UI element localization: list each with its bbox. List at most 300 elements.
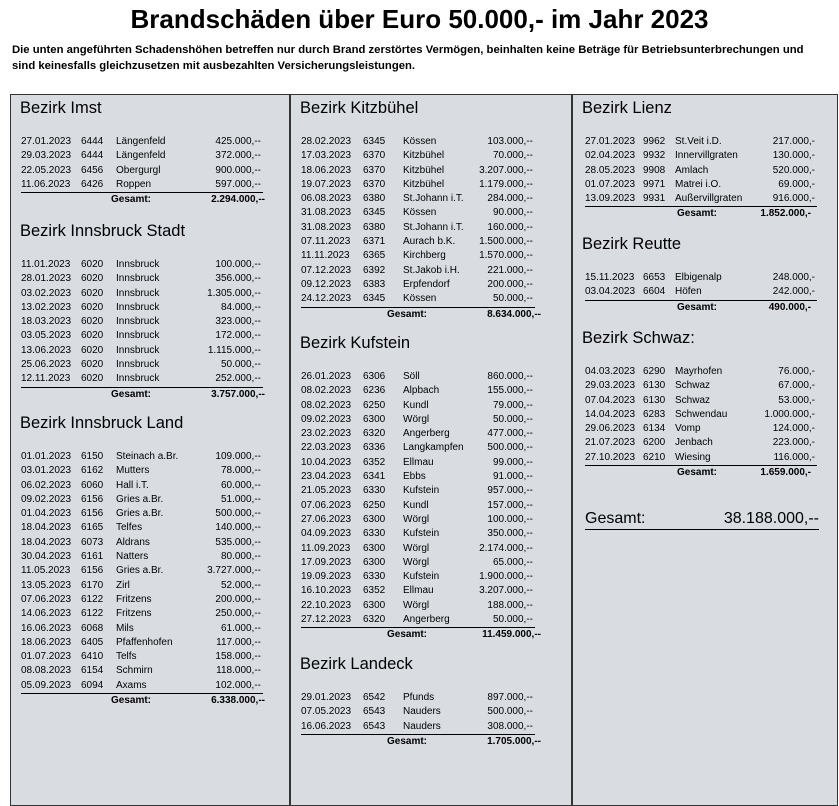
row-date: 07.12.2023: [301, 264, 352, 276]
table-row: [301, 149, 535, 163]
row-place: Matrei i.O.: [675, 178, 722, 190]
row-postcode: 6250: [363, 499, 386, 511]
row-place: Langkampfen: [403, 442, 464, 454]
table-row: [21, 149, 263, 163]
row-place: Amlach: [675, 164, 709, 176]
row-place: Innsbruck: [116, 287, 160, 299]
row-place: St.Johann i.T.: [403, 221, 464, 233]
table-row: [301, 513, 535, 527]
row-date: 29.01.2023: [301, 692, 352, 703]
row-amount: 60.000,--: [220, 479, 261, 491]
table-row: [21, 479, 263, 493]
district-block: [11, 412, 289, 708]
row-place: Roppen: [116, 178, 152, 190]
table-row: [585, 285, 817, 300]
row-place: Innsbruck: [116, 316, 160, 328]
table-row: [585, 422, 817, 436]
row-postcode: 6236: [363, 385, 386, 397]
row-amount: 102.000,--: [215, 679, 261, 691]
row-date: 17.09.2023: [301, 556, 352, 568]
row-place: Nauders: [403, 720, 441, 732]
table-row: [301, 278, 535, 292]
district-total: [11, 193, 289, 207]
row-postcode: 6336: [363, 442, 386, 454]
table-row: [301, 135, 535, 149]
row-place: Aldrans: [116, 536, 150, 548]
row-date: 23.02.2023: [301, 428, 352, 440]
row-postcode: 6134: [643, 423, 666, 435]
row-postcode: 6380: [363, 221, 386, 233]
total-label: Gesamt:: [387, 308, 428, 320]
row-amount: 140.000,--: [215, 522, 261, 534]
table-row: [301, 470, 535, 484]
row-place: Alpbach: [403, 385, 440, 397]
row-postcode: 6068: [81, 622, 104, 634]
row-amount: 535.000,--: [215, 536, 261, 548]
row-postcode: 6165: [81, 522, 104, 534]
row-date: 18.04.2023: [21, 536, 72, 548]
row-postcode: 6300: [363, 556, 386, 568]
row-date: 07.05.2023: [301, 706, 352, 718]
table-row: [21, 329, 263, 343]
table-row: [301, 164, 535, 178]
row-date: 24.12.2023: [301, 293, 352, 305]
row-amount: 500.000,--: [487, 706, 533, 718]
row-postcode: 6156: [81, 565, 104, 577]
row-amount: 155.000,--: [487, 385, 533, 397]
row-date: 08.02.2023: [301, 385, 352, 397]
row-date: 15.11.2023: [585, 272, 635, 283]
total-label: Gesamt:: [677, 467, 718, 479]
row-amount: 118.000,--: [216, 665, 261, 677]
table-row: [301, 192, 535, 206]
row-place: Schmirn: [116, 665, 153, 677]
row-place: Wiesing: [675, 451, 711, 463]
row-postcode: 6020: [81, 359, 104, 371]
row-amount: 65.000,--: [492, 556, 533, 568]
row-postcode: 6330: [363, 485, 386, 497]
row-amount: 1.500.000,--: [479, 236, 533, 248]
row-place: Fritzens: [116, 608, 152, 620]
row-date: 17.03.2023: [301, 150, 352, 162]
row-date: 13.06.2023: [21, 344, 72, 356]
row-postcode: 6405: [81, 636, 104, 648]
district-name: Bezirk Landeck: [300, 655, 413, 673]
row-place: Kundl: [403, 399, 429, 411]
table-row: [585, 365, 817, 379]
row-date: 22.10.2023: [301, 599, 352, 611]
row-date: 29.03.2023: [21, 150, 72, 162]
row-amount: 1.115.000,--: [207, 344, 261, 356]
row-place: Kufstein: [403, 528, 440, 540]
district-name: Bezirk Lienz: [582, 99, 672, 117]
grand-total-value: 38.188.000,--: [723, 510, 819, 527]
row-date: 06.02.2023: [21, 479, 72, 491]
district-total: [11, 694, 289, 708]
column-2: [290, 94, 572, 806]
row-postcode: 6250: [363, 399, 386, 411]
row-date: 11.06.2023: [21, 178, 71, 190]
row-date: 21.05.2023: [301, 485, 352, 497]
table-row: [21, 178, 263, 193]
row-amount: 1.000.000,-: [764, 408, 815, 420]
row-place: St.Veit i.D.: [675, 136, 722, 147]
row-place: Aurach b.K.: [403, 236, 456, 248]
row-date: 27.01.2023: [585, 136, 636, 147]
row-date: 03.05.2023: [21, 330, 72, 342]
row-date: 01.07.2023: [585, 178, 636, 190]
row-postcode: 6130: [643, 380, 666, 392]
row-postcode: 6352: [363, 456, 386, 468]
row-place: Hall i.T.: [116, 479, 149, 491]
table-row: [21, 135, 263, 149]
row-date: 07.11.2023: [301, 236, 351, 248]
row-date: 03.02.2023: [21, 287, 72, 299]
row-postcode: 6020: [81, 344, 104, 356]
row-postcode: 6345: [363, 136, 386, 147]
row-date: 22.03.2023: [301, 442, 352, 454]
row-place: St.Jakob i.H.: [403, 264, 460, 276]
row-date: 27.10.2023: [585, 451, 636, 463]
district-name: Bezirk Kitzbühel: [300, 99, 419, 117]
total-value: 490.000,-: [768, 301, 811, 313]
table-row: [301, 484, 535, 498]
row-postcode: 6161: [81, 551, 104, 563]
row-date: 01.04.2023: [21, 508, 72, 520]
row-place: Ellmau: [403, 456, 434, 468]
total-label: Gesamt:: [677, 301, 718, 313]
row-place: Kitzbühel: [403, 178, 445, 190]
table-row: [301, 441, 535, 455]
row-postcode: 6060: [81, 479, 104, 491]
total-value: 11.459.000,--: [482, 629, 541, 641]
row-amount: 52.000,--: [220, 579, 261, 591]
district-block: [11, 220, 289, 402]
row-date: 21.07.2023: [585, 437, 636, 449]
district-name: Bezirk Innsbruck Land: [20, 414, 184, 432]
row-place: Kitzbühel: [403, 164, 445, 176]
row-amount: 200.000,--: [487, 278, 533, 290]
district-block: [573, 97, 837, 221]
district-total: [11, 388, 289, 402]
row-date: 04.09.2023: [301, 528, 352, 540]
row-amount: 100.000,--: [487, 513, 533, 525]
row-date: 14.04.2023: [585, 408, 636, 420]
total-label: Gesamt:: [111, 388, 152, 400]
row-amount: 50.000,--: [492, 614, 533, 626]
table-row: [301, 370, 535, 384]
row-place: Innsbruck: [116, 359, 160, 371]
table-row: [585, 164, 817, 178]
row-postcode: 6020: [81, 259, 104, 270]
table-row: [21, 550, 263, 564]
row-date: 28.05.2023: [585, 164, 636, 176]
row-amount: 477.000,--: [487, 428, 533, 440]
row-amount: 69.000,-: [778, 178, 815, 190]
row-postcode: 6320: [363, 428, 386, 440]
table-row: [21, 315, 263, 329]
row-date: 18.03.2023: [21, 316, 72, 328]
row-amount: 500.000,--: [487, 442, 533, 454]
total-label: Gesamt:: [387, 735, 428, 747]
row-place: Kössen: [403, 136, 437, 147]
row-place: Innsbruck: [116, 259, 160, 270]
row-amount: 130.000,-: [772, 150, 815, 162]
row-place: Wörgl: [403, 513, 430, 525]
row-postcode: 6370: [363, 150, 386, 162]
row-postcode: 6330: [363, 528, 386, 540]
row-place: Innsbruck: [116, 344, 160, 356]
row-amount: 2.174.000,--: [479, 542, 533, 554]
table-row: [301, 613, 535, 628]
row-postcode: 6604: [643, 286, 666, 298]
table-row: [301, 456, 535, 470]
row-amount: 109.000,--: [215, 451, 261, 462]
row-amount: 1.179.000,--: [479, 178, 533, 190]
row-amount: 76.000,-: [778, 366, 815, 377]
district-block: [11, 97, 289, 207]
row-place: Söll: [403, 371, 420, 382]
row-amount: 200.000,--: [215, 593, 261, 605]
row-amount: 99.000,--: [492, 456, 533, 468]
row-amount: 103.000,--: [487, 136, 533, 147]
row-amount: 900.000,--: [215, 164, 261, 176]
row-amount: 70.000,--: [492, 150, 533, 162]
row-postcode: 6392: [363, 264, 386, 276]
table-row: [301, 427, 535, 441]
table-row: [301, 384, 535, 398]
row-date: 06.08.2023: [301, 193, 352, 205]
row-date: 27.06.2023: [301, 513, 352, 525]
row-place: Kössen: [403, 207, 437, 219]
row-postcode: 6542: [363, 692, 386, 703]
row-amount: 157.000,--: [487, 499, 533, 511]
row-postcode: 6341: [363, 471, 386, 483]
row-amount: 323.000,--: [215, 316, 261, 328]
row-postcode: 6130: [643, 394, 666, 406]
row-place: Innsbruck: [116, 273, 160, 285]
table-row: [585, 451, 817, 466]
row-postcode: 6306: [363, 371, 386, 382]
row-place: Innsbruck: [116, 301, 160, 313]
row-postcode: 6170: [81, 579, 104, 591]
row-date: 30.04.2023: [21, 551, 72, 563]
table-row: [585, 436, 817, 450]
row-date: 07.04.2023: [585, 394, 636, 406]
row-place: Schwaz: [675, 380, 711, 392]
row-amount: 100.000,--: [215, 259, 261, 270]
row-date: 31.08.2023: [301, 221, 352, 233]
district-name: Bezirk Schwaz:: [582, 329, 695, 347]
row-postcode: 6283: [643, 408, 666, 420]
row-postcode: 9932: [643, 150, 666, 162]
row-amount: 188.000,--: [487, 599, 533, 611]
table-row: [585, 149, 817, 163]
row-amount: 350.000,--: [487, 528, 533, 540]
row-postcode: 6150: [81, 451, 104, 462]
table-row: [21, 593, 263, 607]
row-postcode: 9908: [643, 164, 666, 176]
row-amount: 78.000,--: [220, 465, 261, 477]
row-postcode: 6410: [81, 651, 104, 663]
table-row: [21, 493, 263, 507]
district-total: [291, 308, 571, 322]
row-postcode: 6444: [81, 136, 104, 147]
table-row: [21, 358, 263, 372]
row-amount: 160.000,--: [487, 221, 533, 233]
table-row: [585, 408, 817, 422]
row-date: 13.02.2023: [21, 301, 72, 313]
table-row: [21, 372, 263, 387]
table-row: [301, 178, 535, 192]
table-row: [301, 499, 535, 513]
row-postcode: 6154: [81, 665, 104, 677]
district-block: [573, 233, 837, 315]
row-postcode: 6020: [81, 273, 104, 285]
table-row: [21, 607, 263, 621]
row-amount: 172.000,--: [215, 330, 261, 342]
row-date: 10.04.2023: [301, 456, 352, 468]
table-row: [585, 135, 817, 149]
row-place: Längenfeld: [116, 136, 166, 147]
table-row: [301, 570, 535, 584]
row-date: 01.01.2023: [21, 451, 72, 462]
row-postcode: 6020: [81, 330, 104, 342]
row-place: Steinach a.Br.: [116, 451, 179, 462]
table-row: [301, 206, 535, 220]
row-date: 11.05.2023: [21, 565, 71, 577]
row-amount: 221.000,--: [487, 264, 533, 276]
row-postcode: 6094: [81, 679, 104, 691]
row-postcode: 9931: [643, 193, 666, 205]
table-row: [301, 599, 535, 613]
row-amount: 957.000,--: [487, 485, 533, 497]
row-date: 23.04.2023: [301, 471, 352, 483]
row-amount: 53.000,-: [778, 394, 815, 406]
row-place: Gries a.Br.: [116, 493, 164, 505]
total-value: 1.705.000,--: [487, 735, 541, 747]
row-place: Zirl: [116, 579, 130, 591]
row-place: Telfes: [116, 522, 143, 534]
row-amount: 50.000,--: [492, 413, 533, 425]
row-place: Telfs: [116, 651, 137, 663]
total-value: 3.757.000,--: [211, 388, 265, 400]
table-row: [301, 556, 535, 570]
district-total: [573, 466, 837, 480]
table-row: [301, 542, 535, 556]
row-amount: 252.000,--: [215, 373, 261, 385]
table-row: [301, 249, 535, 263]
row-postcode: 6156: [81, 493, 104, 505]
table-row: [585, 192, 817, 207]
row-amount: 217.000,-: [772, 136, 815, 147]
table-row: [21, 272, 263, 286]
row-place: Axams: [116, 679, 147, 691]
row-postcode: 6073: [81, 536, 104, 548]
row-postcode: 6300: [363, 599, 386, 611]
table-row: [21, 164, 263, 178]
row-place: Innsbruck: [116, 373, 160, 385]
row-date: 07.06.2023: [301, 499, 352, 511]
total-label: Gesamt:: [111, 194, 152, 206]
table-row: [21, 258, 263, 272]
table-row: [301, 264, 535, 278]
district-block: [291, 653, 571, 749]
row-place: Natters: [116, 551, 149, 563]
row-postcode: 6456: [81, 164, 104, 176]
row-place: Schwendau: [675, 408, 728, 420]
district-block: [573, 327, 837, 480]
row-place: Pfaffenhofen: [116, 636, 173, 648]
row-date: 27.12.2023: [301, 614, 352, 626]
row-postcode: 6370: [363, 178, 386, 190]
table-row: [21, 450, 263, 464]
row-date: 08.02.2023: [301, 399, 352, 411]
row-date: 22.05.2023: [21, 164, 72, 176]
row-date: 14.06.2023: [21, 608, 72, 620]
row-amount: 124.000,-: [772, 423, 815, 435]
row-place: Höfen: [675, 286, 702, 298]
row-place: Mayrhofen: [675, 366, 723, 377]
row-date: 02.04.2023: [585, 150, 636, 162]
table-row: [21, 636, 263, 650]
row-amount: 1.900.000,--: [479, 571, 533, 583]
disclaimer-text: Die unten angeführten Schadenshöhen betreffen nur durch Brand zerstörtes Vermögen, beinhalten keine Beträge für Betriebsunterbrechungen und sind keinesfalls gleichzusetzen mit ausbezahlten Versicherungsleistungen.: [12, 44, 804, 72]
table-row: [21, 301, 263, 315]
row-amount: 80.000,--: [220, 551, 261, 563]
row-amount: 223.000,-: [772, 437, 815, 449]
row-place: Kirchberg: [403, 250, 446, 262]
row-amount: 50.000,--: [220, 359, 261, 371]
row-amount: 356.000,--: [215, 273, 261, 285]
district-total: [573, 207, 837, 221]
row-place: Innsbruck: [116, 330, 160, 342]
row-postcode: 6426: [81, 178, 104, 190]
row-postcode: 6300: [363, 513, 386, 525]
table-row: [301, 691, 535, 705]
row-postcode: 6156: [81, 508, 104, 520]
table-row: [585, 394, 817, 408]
row-date: 13.09.2023: [585, 193, 636, 205]
table-row: [21, 521, 263, 535]
row-place: Erpfendorf: [403, 278, 450, 290]
row-postcode: 6653: [643, 272, 666, 283]
row-amount: 91.000,--: [492, 471, 533, 483]
row-postcode: 6320: [363, 614, 386, 626]
row-place: Kitzbühel: [403, 150, 445, 162]
table-row: [301, 292, 535, 307]
row-place: Kössen: [403, 293, 437, 305]
table-row: [301, 221, 535, 235]
row-amount: 248.000,-: [772, 272, 815, 283]
district-name: Bezirk Kufstein: [300, 334, 411, 352]
row-date: 09.12.2023: [301, 278, 352, 290]
row-amount: 250.000,--: [215, 608, 261, 620]
row-place: St.Johann i.T.: [403, 193, 464, 205]
row-postcode: 6371: [363, 236, 386, 248]
district-total: [291, 735, 571, 749]
district-name: Bezirk Imst: [20, 99, 102, 117]
total-label: Gesamt:: [111, 695, 152, 707]
table-row: [585, 379, 817, 393]
row-place: Gries a.Br.: [116, 565, 164, 577]
total-value: 6.338.000,--: [211, 695, 265, 707]
row-place: Elbigenalp: [675, 272, 722, 283]
row-amount: 425.000,--: [215, 136, 261, 147]
row-amount: 158.000,--: [215, 651, 261, 663]
row-postcode: 6020: [81, 301, 104, 313]
row-date: 05.09.2023: [21, 679, 72, 691]
